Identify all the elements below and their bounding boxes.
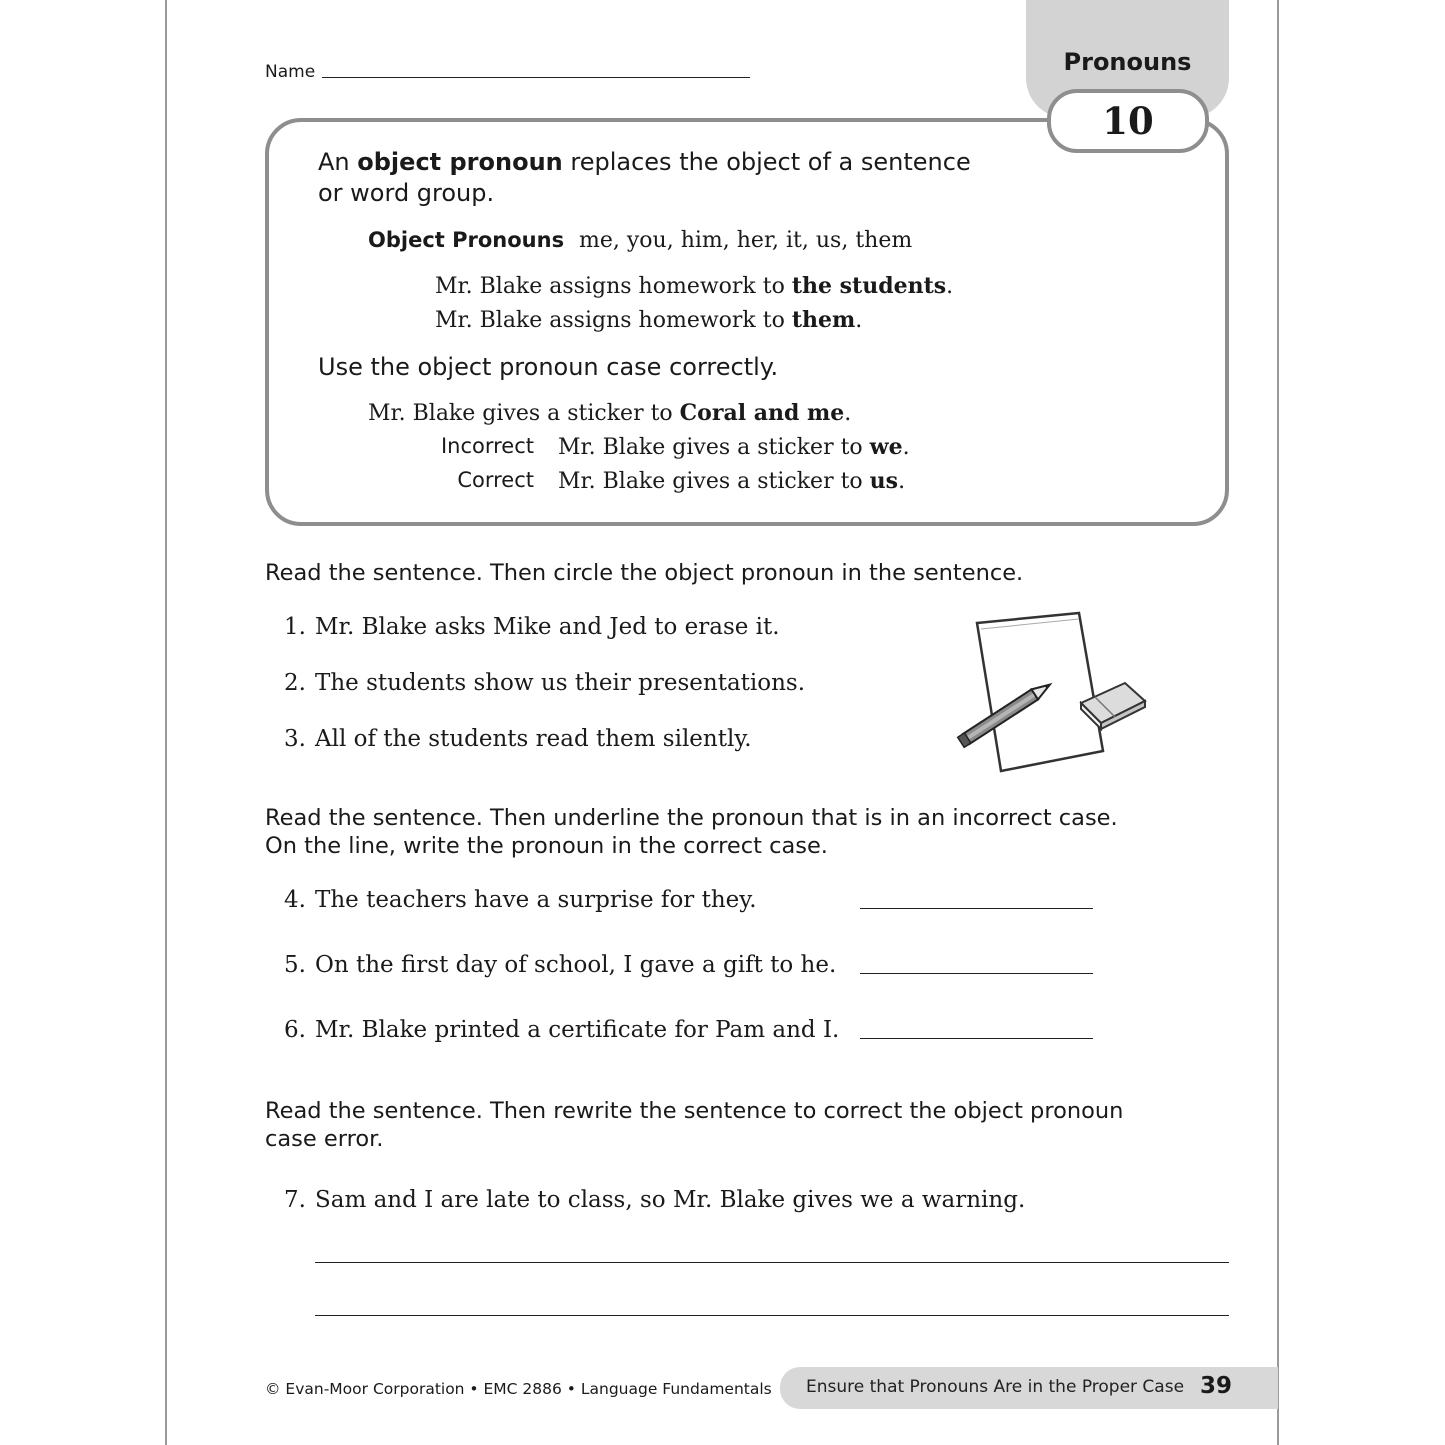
page-edge-right	[1277, 0, 1279, 1445]
directions-circle: Read the sentence. Then circle the object pronoun in the sentence.	[265, 560, 1024, 586]
lesson-number: 10	[1047, 89, 1209, 153]
rule-term: object pronoun	[357, 148, 563, 176]
answer-line[interactable]	[860, 973, 1093, 974]
section-title: Pronouns	[1063, 48, 1192, 76]
item-number: 5.	[284, 952, 306, 978]
page-number: 39	[1200, 1373, 1233, 1399]
directions-underline: Read the sentence. Then underline the pronoun that is in an incorrect case.	[265, 805, 1118, 831]
example-sentence-2: Mr. Blake assigns homework to them.	[435, 307, 863, 333]
answer-line[interactable]	[860, 1038, 1093, 1039]
item-number: 6.	[284, 1017, 306, 1043]
item-sentence[interactable]: On the first day of school, I gave a gift to he.	[315, 952, 837, 978]
item-sentence[interactable]: Mr. Blake asks Mike and Jed to erase it.	[315, 614, 780, 640]
incorrect-example: Mr. Blake gives a sticker to we.	[558, 434, 910, 460]
rule-intro-line2: or word group.	[318, 179, 495, 207]
item-number: 1.	[284, 614, 306, 640]
page-edge-left	[165, 0, 167, 1445]
incorrect-label: Incorrect	[440, 434, 534, 458]
usage-heading: Use the object pronoun case correctly.	[318, 353, 779, 381]
directions-rewrite-line2: case error.	[265, 1126, 384, 1152]
rule-intro: An object pronoun replaces the object of a sentence	[318, 148, 971, 176]
object-pronouns-label: Object Pronouns	[368, 228, 565, 252]
name-label: Name	[265, 62, 316, 82]
usage-sentence: Mr. Blake gives a sticker to Coral and me.	[368, 400, 852, 426]
footer-skill: Ensure that Pronouns Are in the Proper Case	[806, 1377, 1185, 1397]
correct-label: Correct	[457, 468, 534, 492]
item-number: 7.	[284, 1187, 306, 1213]
directions-underline-line2: On the line, write the pronoun in the correct case.	[265, 833, 828, 859]
directions-rewrite: Read the sentence. Then rewrite the sentence to correct the object pronoun	[265, 1098, 1124, 1124]
item-sentence[interactable]: Mr. Blake printed a certificate for Pam and I.	[315, 1017, 840, 1043]
correct-example: Mr. Blake gives a sticker to us.	[558, 468, 906, 494]
item-number: 3.	[284, 726, 306, 752]
answer-line[interactable]	[860, 908, 1093, 909]
item-sentence[interactable]: The students show us their presentations.	[315, 670, 806, 696]
item-number: 4.	[284, 887, 306, 913]
item-sentence[interactable]: All of the students read them silently.	[315, 726, 752, 752]
item-sentence[interactable]: Sam and I are late to class, so Mr. Blake gives we a warning.	[315, 1187, 1026, 1213]
rewrite-line[interactable]	[315, 1315, 1229, 1316]
name-line	[322, 77, 750, 78]
object-pronouns-list: me, you, him, her, it, us, them	[579, 228, 913, 253]
example-sentence-1: Mr. Blake assigns homework to the students.	[435, 273, 954, 299]
item-sentence[interactable]: The teachers have a surprise for they.	[315, 887, 757, 913]
footer-credit: © Evan-Moor Corporation • EMC 2886 • Language Fundamentals	[265, 1380, 772, 1398]
paper-pencil-eraser-icon	[955, 605, 1155, 785]
item-number: 2.	[284, 670, 306, 696]
rewrite-line[interactable]	[315, 1262, 1229, 1263]
